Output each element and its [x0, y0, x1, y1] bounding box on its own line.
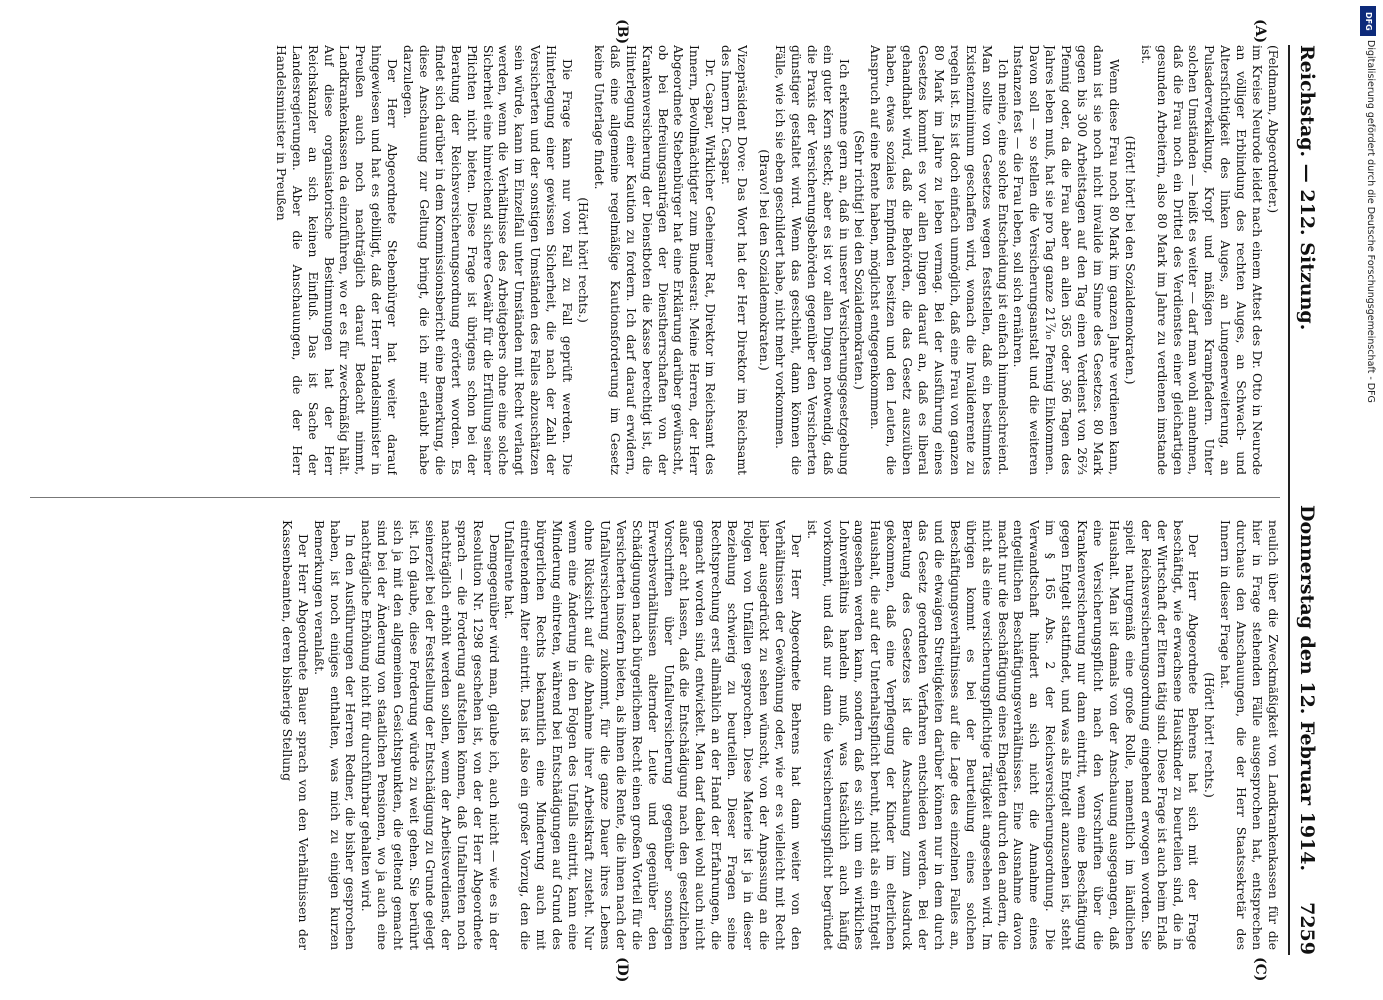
margin-marker-c: (C): [1252, 957, 1268, 982]
header-left: Reichstag. — 212. Sitzung.: [1296, 45, 1318, 331]
interjection: (Hört! hört! rechts.): [1202, 672, 1217, 798]
paragraph: Dr. Caspar, Wirklicher Geheimer Rat, Direktor im Reichsamt des Innern, Bevollmächtigter zum Bundesrat: Meine Herren, der Herr Abgeordnete Stebenbürger hat eine Erklärung darüber gewünscht, ob bei Befreiungsanträgen der Dienstherrschaften von der Krankenversicherung der Dienstboten die Kasse berechtigt ist, die Hinterlegung einer Kaution zu fordern. Ich darf darauf erwidern, daß eine allgemeine regelmäßige Kautionsforderung im Gesetz keine Unterlage findet.: [591, 45, 718, 475]
paragraph: Die Frage kann nur von Fall zu Fall geprüft werden. Die Hinterlegung einer gewissen Sicherheit, die nach der Zahl der Versicherten und der sonstigen Umständen des Falles abzuschätzen sein würde, kann im Einzelfall unter Umständen mit Recht verlangt werden, wenn die Verhältnisse des Arbeitgebers ohne eine solche Sicherheit eine hinreichend sichere Gewähr für die Erfüllung seiner Pflichten nicht bieten. Diese Frage ist übrigens schon bei der Beratung der Reichsversicherungsordnung erörtert worden. Es findet sich darüber in dem Kommissionsbericht eine Bemerkung, die diese Anschauung zur Geltung bringt, die ich mir erlaubt habe darzulegen.: [401, 45, 575, 475]
paragraph: Wenn diese Frau noch 80 Mark im ganzen Jahre verdienen kann, dann ist sie noch nicht invalide im Sinne des Gesetzes. 80 Mark gegen bis 300 Arbeitstagen auf den Tag einen Verdienst von 26⅔ Pfennig oder, da die Frau aber an allen 365 oder 366 Tagen des Jahres leben muß, hat sie pro Tag ganze 21⁷⁄₁₀ Pfennig Einkommen. Davon soll — so stellen die Versicherungsanstalt und die weiteren Instanzen fest — die Frau leben, soll sich ernähren.: [1011, 45, 1121, 475]
paragraph: Der Herr Abgeordnete Behrens hat sich mit der Frage beschäftigt, wie erwachsene Hauskinder zu beurteilen sind, die in der Wirtschaft der Eltern tätig sind. Diese Frage ist auch beim Erlaß der Reichsversicherungsordnung eingehend erwogen worden. Sie spielt naturgemäß eine große Rolle, namentlich im ländlichen Haushalt. Man ist damals von der Anschauung ausgegangen, daß eine Versicherungspflicht nach den Vorschriften über die Krankenversicherung nur dann eintritt, wenn eine Beschäftigung gegen Entgelt stattfindet, und was als Entgelt anzusehen ist, steht im § 165 Abs. 2 der Reichsversicherungsordnung. Die Verwandtschaft hindert an sich nicht die Annahme eines entgeltlichen Beschäftigungsverhältnisses. Eine Ausnahme davon macht nur die Beschäftigung eines Ehegatten durch den andern, die nicht als eine versicherungspflichtige Tätigkeit angesehen wird. Im übrigen kommt es bei der Beurteilung eines solchen Beschäftigungsverhältnisses auf die Lage des einzelnen Falles an, und die etwaigen Streitigkeiten darüber können nur in dem durch das Gesetz geordneten Verfahren entschieden werden. Bei der Beratung des Gesetzes ist die Anschauung zum Ausdruck gekommen, daß eine Verpflegung der Kinder im elterlichen Haushalt, die auf der Unterhaltspflicht beruht, nicht als ein Entgelt angesehen werden kann, sondern daß es sich um ein wirkliches Lohnverhältnis handeln muß, was tatsächlich auch häufig vorkommt, und daß nur dann die Versicherungspflicht begründet ist.: [804, 520, 1201, 950]
digitization-credit: Digitalisierung gefördert durch die Deutsche Forschungsgemeinschaft - DFG: [1365, 40, 1376, 403]
margin-marker-a: (A): [1252, 19, 1268, 44]
right-text-column: [30, 520, 1280, 950]
paragraph: neulich über die Zweckmäßigkeit von Landkrankenkassen für die hier in Frage stehenden Fälle ausgesprochen hat, entsprechen durchaus den Anschauungen, die der Herr Staatssekretär des Innern in dieser Frage hat.: [1218, 520, 1280, 950]
page-number: 7259: [1296, 902, 1318, 955]
interjection: (Bravo! bei den Sozialdemokraten.): [757, 149, 771, 371]
margin-marker-b: (B): [614, 19, 630, 45]
paragraph: Ich meine, eine solche Entscheidung ist einfach himmelschreiend. Man sollte von Gesetzes wegen feststellen, daß ein bestimmtes Existenzminimum geschaffen wird, wonach die Invalidenrente zu regeln ist. Es ist doch einfach unmöglich, daß eine Frau von ganzen 80 Mark im Jahre zu leben vermag. Bei der Ausführung eines Gesetzes kommt es vor allen Dingen darauf an, daß es liberal gehandhabt wird, daß die Behörden, die das Gesetz auszuüben haben, etwas soziales Empfinden besitzen und den Leuten, die Anspruch auf eine Rente haben, möglichst entgegenkommen.: [868, 45, 1010, 475]
paragraph: im Kreise Neurode leidet nach einem Attest des Dr. Otto in Neurode an völliger Erblindung des rechten Auges, an Schwach- und Altersſichtigkeit des linken Auges, an Lungenerweiterung, an Pulsaderverkalkung, Kropf und mäßigen Krampfadern. Unter solchen Umständen — heißt es weiter — darf man wohl annehmen, daß die Frau noch ein Drittel des Verdienstes einer gleichartigen gesunden Arbeiterin, also 80 Mark im Jahre zu verdienen imstande ist.: [1138, 45, 1265, 475]
interjection: (Hört! hört! bei den Sozialdemokraten.): [1122, 135, 1137, 385]
paragraph: Der Herr Abgeordnete Bauer sprach von den Verhältnissen der Kassenbeamten, deren bisherige Stellung: [279, 520, 310, 950]
running-header: [1288, 45, 1320, 955]
paragraph: Demgegenüber wird man, glaube ich, auch nicht — wie es in der Resolution Nr. 1298 geschehen ist, von der der Herr Abgeordnete sprach — die Forderung aufstellen können, daß Unfallrenten noch nachträglich erhöht werden sollen, wenn der Arbeitsverdienst, der seinerzeit bei der Feststellung der Entschädigung zu Grunde gelegt ist. Ich glaube, diese Forderung würde zu weit gehen. Sie berührt sich ja mit den allgemeinen Gesichtspunkten, die geltend gemacht sind bei der Änderung von staatlichen Pensionen, wo ja auch eine nachträgliche Erhöhung nicht für durchführbar gehalten wird.: [359, 520, 501, 950]
interjection: (Hört! hört! rechts.): [576, 197, 591, 323]
paragraph: Der Herr Abgeordnete Behrens hat dann weiter von den Verhältnissen der Gewöhnung oder, wie er es vielleicht mit Recht lieber ausgedrückt zu sehen wünscht, von der Anpassung an die Folgen von Unfällen gesprochen. Diese Materie ist ja in dieser Beziehung schwierig zu beurteilen. Dieser Fragen seine Rechtsprechung erst allmählich an der Hand der Erfahrungen, die gemacht worden sind, entwickelt. Man darf dabei wohl auch nicht außer acht lassen, daß die Entschädigung nach den gesetzlichen Vorschriften über Unfallversicherung gegenüber sonstigen Erwerbsverhältnissen alternder Leute und gegenüber den Schädigungen nach bürgerlichem Recht einen großen Vorteil für die Versicherten insofern bieten, als ihnen die Rente, die ihnen nach der Unfallversicherung zukommt, für die ganze Dauer ihres Lebens ohne Rücksicht auf die Abnahme ihrer Arbeitskraft zusteht. Nur wenn eine Änderung in den Folgen des Unfalls eintritt, kann eine Minderung eintreten, während bei Entschädigungen auf Grund des bürgerlichen Rechts bekanntlich eine Minderung auch mit eintretendem Alter eintritt. Das ist also ein großer Vorzug, den die Unfallrente hat.: [502, 520, 803, 950]
paragraph: Der Herr Abgeordnete Stebenbürger hat weiter darauf hingewiesen und hat es gebilligt, daß der Herr Handelsminister in Preußen auch noch nachträglich darauf Bedacht nimmt, Landkrankenkassen da einzuführen, wo er es für zweckmäßig hält. Auf diese organisatorische Bestimmungen hat der Herr Reichskanzler an sich keinen Einfluß. Das ist Sache der Landesregierungen. Aber die Anschauungen, die der Herr Handelsminister in Preußen: [273, 45, 400, 475]
header-date: Donnerstag den 12. Februar 1914.: [1296, 505, 1318, 872]
margin-marker-d: (D): [614, 957, 630, 983]
dfg-logo-icon: DFG: [1360, 6, 1376, 36]
paragraph: In den Ausführungen der Herren Redner, die bisher gesprochen haben, ist noch einiges enthalten, was mich zu einigen kurzen Bemerkungen veranlaßt.: [311, 520, 358, 950]
paragraph: Ich erkenne gern an, daß in unserer Versicherungsgesetzgebung ein guter Kern steckt; aber es ist vor allen Dingen notwendig, daß die Praxis der Versicherungsbehörden gegenüber den Versicherten günstiger gestaltet wird. Wenn das geschieht, dann können die Fälle, wie ich sie eben geschildert habe, nicht mehr vorkommen.: [772, 45, 851, 475]
column-divider: [30, 497, 1280, 498]
rotated-document-sheet: [20, 19, 1320, 983]
paragraph: (Feldmann, Abgeordneter.): [1266, 45, 1280, 214]
interjection: (Sehr richtig! bei den Sozialdemokraten.): [852, 130, 867, 390]
left-text-column: [30, 45, 1280, 475]
speaker-announcement: Vizepräsident Dove: Das Wort hat der Herr Direktor im Reichsamt des Innern Dr. Caspar.: [719, 45, 750, 475]
